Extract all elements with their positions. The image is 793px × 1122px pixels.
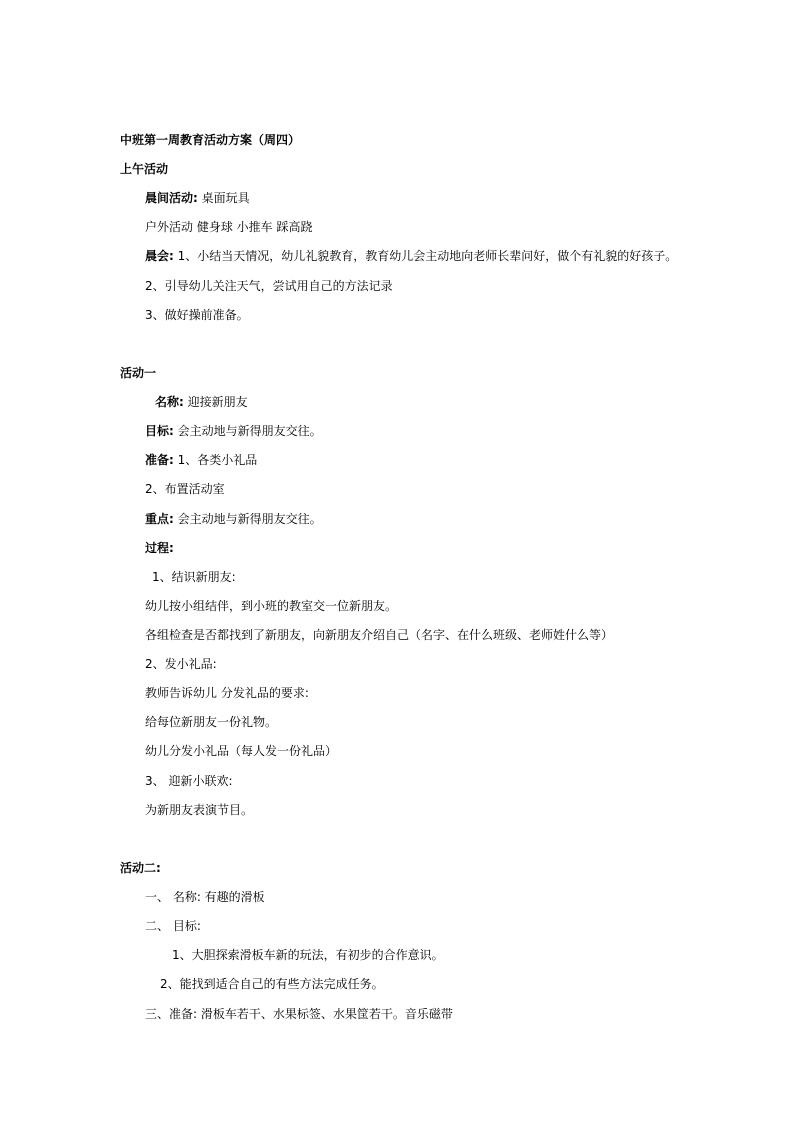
chenhui-item-2: 2、引导幼儿关注天气，尝试用自己的方法记录 <box>145 279 393 293</box>
activity1-process-label: 过程: <box>145 541 174 555</box>
activity1-name-line <box>155 394 248 410</box>
section-heading-activity-1: 活动一 <box>120 366 157 380</box>
activity2-name: 一、 名称: 有趣的滑板 <box>145 890 265 904</box>
activity1-name-label: 名称: <box>155 395 184 409</box>
chenjian-label: 晨间活动: <box>145 191 198 205</box>
activity2-goal: 二、 目标: <box>145 919 201 933</box>
activity2-goal-item-2: 2、能找到适合自己的有些方法完成任务。 <box>160 977 384 991</box>
activity1-step-1b: 各组检查是否都找到了新朋友，向新朋友介绍自己（名字、在什么班级、老师姓什么等） <box>145 628 614 642</box>
activity1-prep-item-1: 1、各类小礼品 <box>173 453 258 467</box>
activity1-goal-line <box>145 423 322 439</box>
activity2-prep: 三、准备: 滑板车若干、水果标签、水果筐若干。音乐磁带 <box>145 1007 453 1021</box>
activity1-step-2: 2、发小礼品: <box>145 657 217 671</box>
activity1-focus-line <box>145 511 322 527</box>
section-heading-morning: 上午活动 <box>120 162 169 176</box>
activity1-step-2b: 给每位新朋友一份礼物。 <box>145 715 278 729</box>
activity1-step-3: 3、 迎新小联欢: <box>145 774 233 788</box>
section-heading-activity-2: 活动二: <box>120 861 161 875</box>
activity1-goal-label: 目标: <box>145 424 174 438</box>
activity1-focus-value: 会主动地与新得朋友交往。 <box>173 512 322 526</box>
activity1-prep-item-2: 2、布置活动室 <box>145 482 225 496</box>
chenjian-value: 桌面玩具 <box>197 191 250 205</box>
activity2-goal-item-1: 1、大胆探索滑板车新的玩法，有初步的合作意识。 <box>172 948 444 962</box>
document-title: 中班第一周教育活动方案（周四） <box>120 133 301 147</box>
chenjian-line <box>145 190 250 206</box>
activity1-step-2a: 教师告诉幼儿 分发礼品的要求: <box>145 686 309 700</box>
activity1-prep-label: 准备: <box>145 453 174 467</box>
activity1-step-1: 1、结识新朋友: <box>152 570 236 584</box>
activity1-step-2c: 幼儿分发小礼品（每人发一份礼品） <box>145 744 338 758</box>
chenhui-item-1: 1、小结当天情况，幼儿礼貌教育，教育幼儿会主动地向老师长辈问好，做个有礼貌的好孩子。 <box>173 249 678 263</box>
activity1-step-1a: 幼儿按小组结伴，到小班的教室交一位新朋友。 <box>145 599 398 613</box>
activity1-prep-line <box>145 452 257 468</box>
chenhui-line <box>145 248 677 264</box>
activity1-name-value: 迎接新朋友 <box>183 395 248 409</box>
chenhui-label: 晨会: <box>145 249 174 263</box>
chenhui-item-3: 3、做好操前准备。 <box>145 308 249 322</box>
activity1-step-3a: 为新朋友表演节目。 <box>145 803 254 817</box>
activity1-focus-label: 重点: <box>145 512 174 526</box>
activity1-goal-value: 会主动地与新得朋友交往。 <box>173 424 322 438</box>
outdoor-activity-line: 户外活动 健身球 小推车 踩高跷 <box>145 220 313 234</box>
